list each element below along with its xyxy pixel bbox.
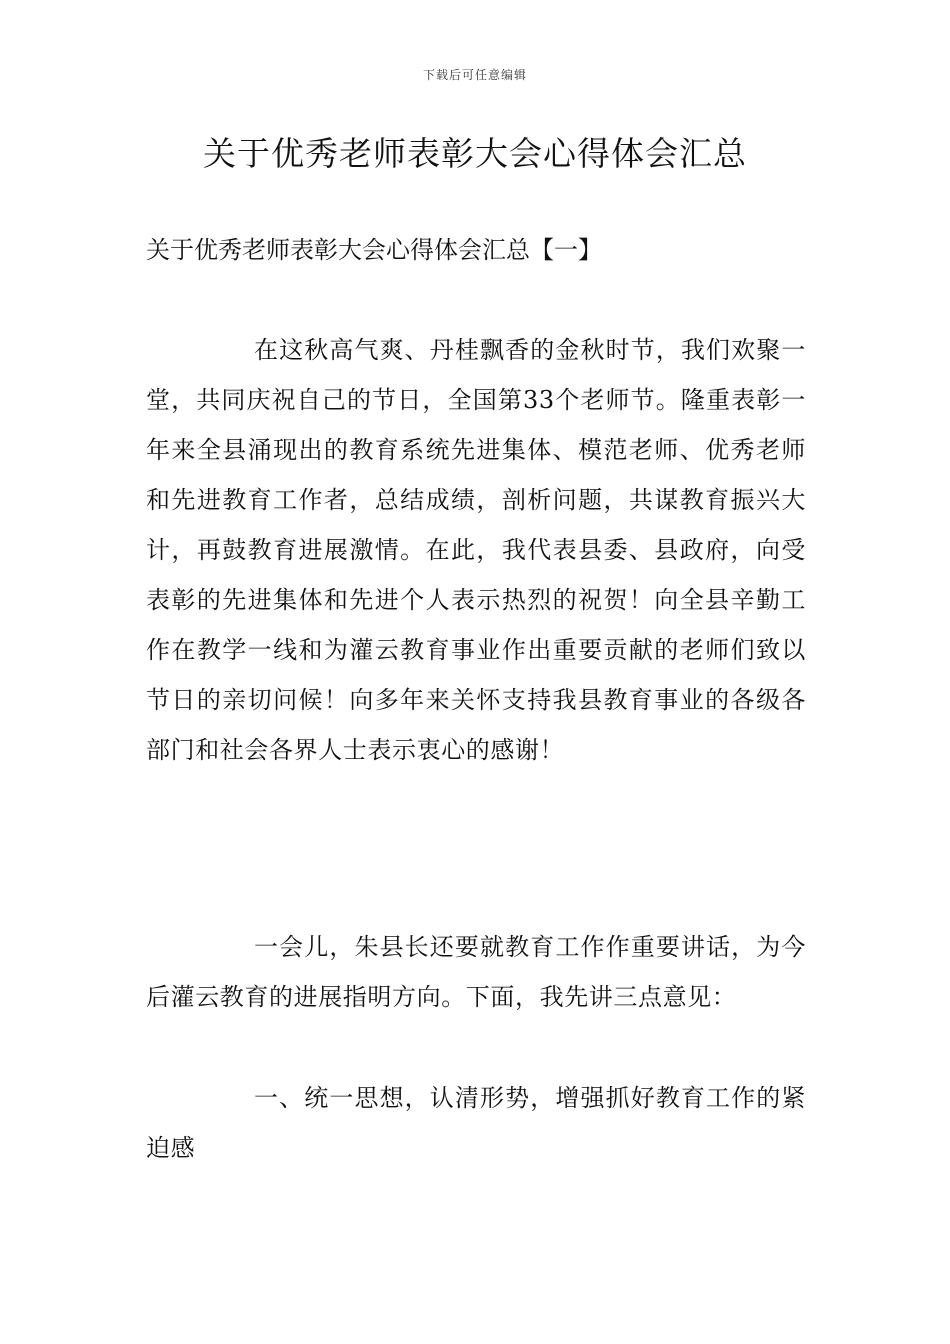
body-paragraph: 一会儿，朱县长还要就教育工作作重要讲话，为今后灌云教育的进展指明方向。下面，我先讲三点意见： [146,933,806,1011]
body-paragraph: 在这秋高气爽、丹桂飘香的金秋时节，我们欢聚一堂，共同庆祝自己的节日，全国第33个老师节。隆重表彰一年来全县涌现出的教育系统先进集体、模范老师、优秀老师和先进教育工作者，总结成绩，剖析问题，共谋教育振兴大计，再鼓教育进展激情。在此，我代表县委、县政府，向受表彰的先进集体和先进个人表示热烈的祝贺！向全县辛勤工作在教学一线和为灌云教育事业作出重要贡献的老师们致以节日的亲切问候！向多年来关怀支持我县教育事业的各级各部门和社会各界人士表示衷心的感谢！ [146,336,806,764]
document-title: 关于优秀老师表彰大会心得体会汇总 [203,134,747,173]
page-header-note: 下载后可任意编辑 [422,68,527,82]
section-heading: 关于优秀老师表彰大会心得体会汇总【一】 [146,236,602,264]
body-paragraph: 一、统一思想，认清形势，增强抓好教育工作的紧迫感 [146,1084,806,1162]
